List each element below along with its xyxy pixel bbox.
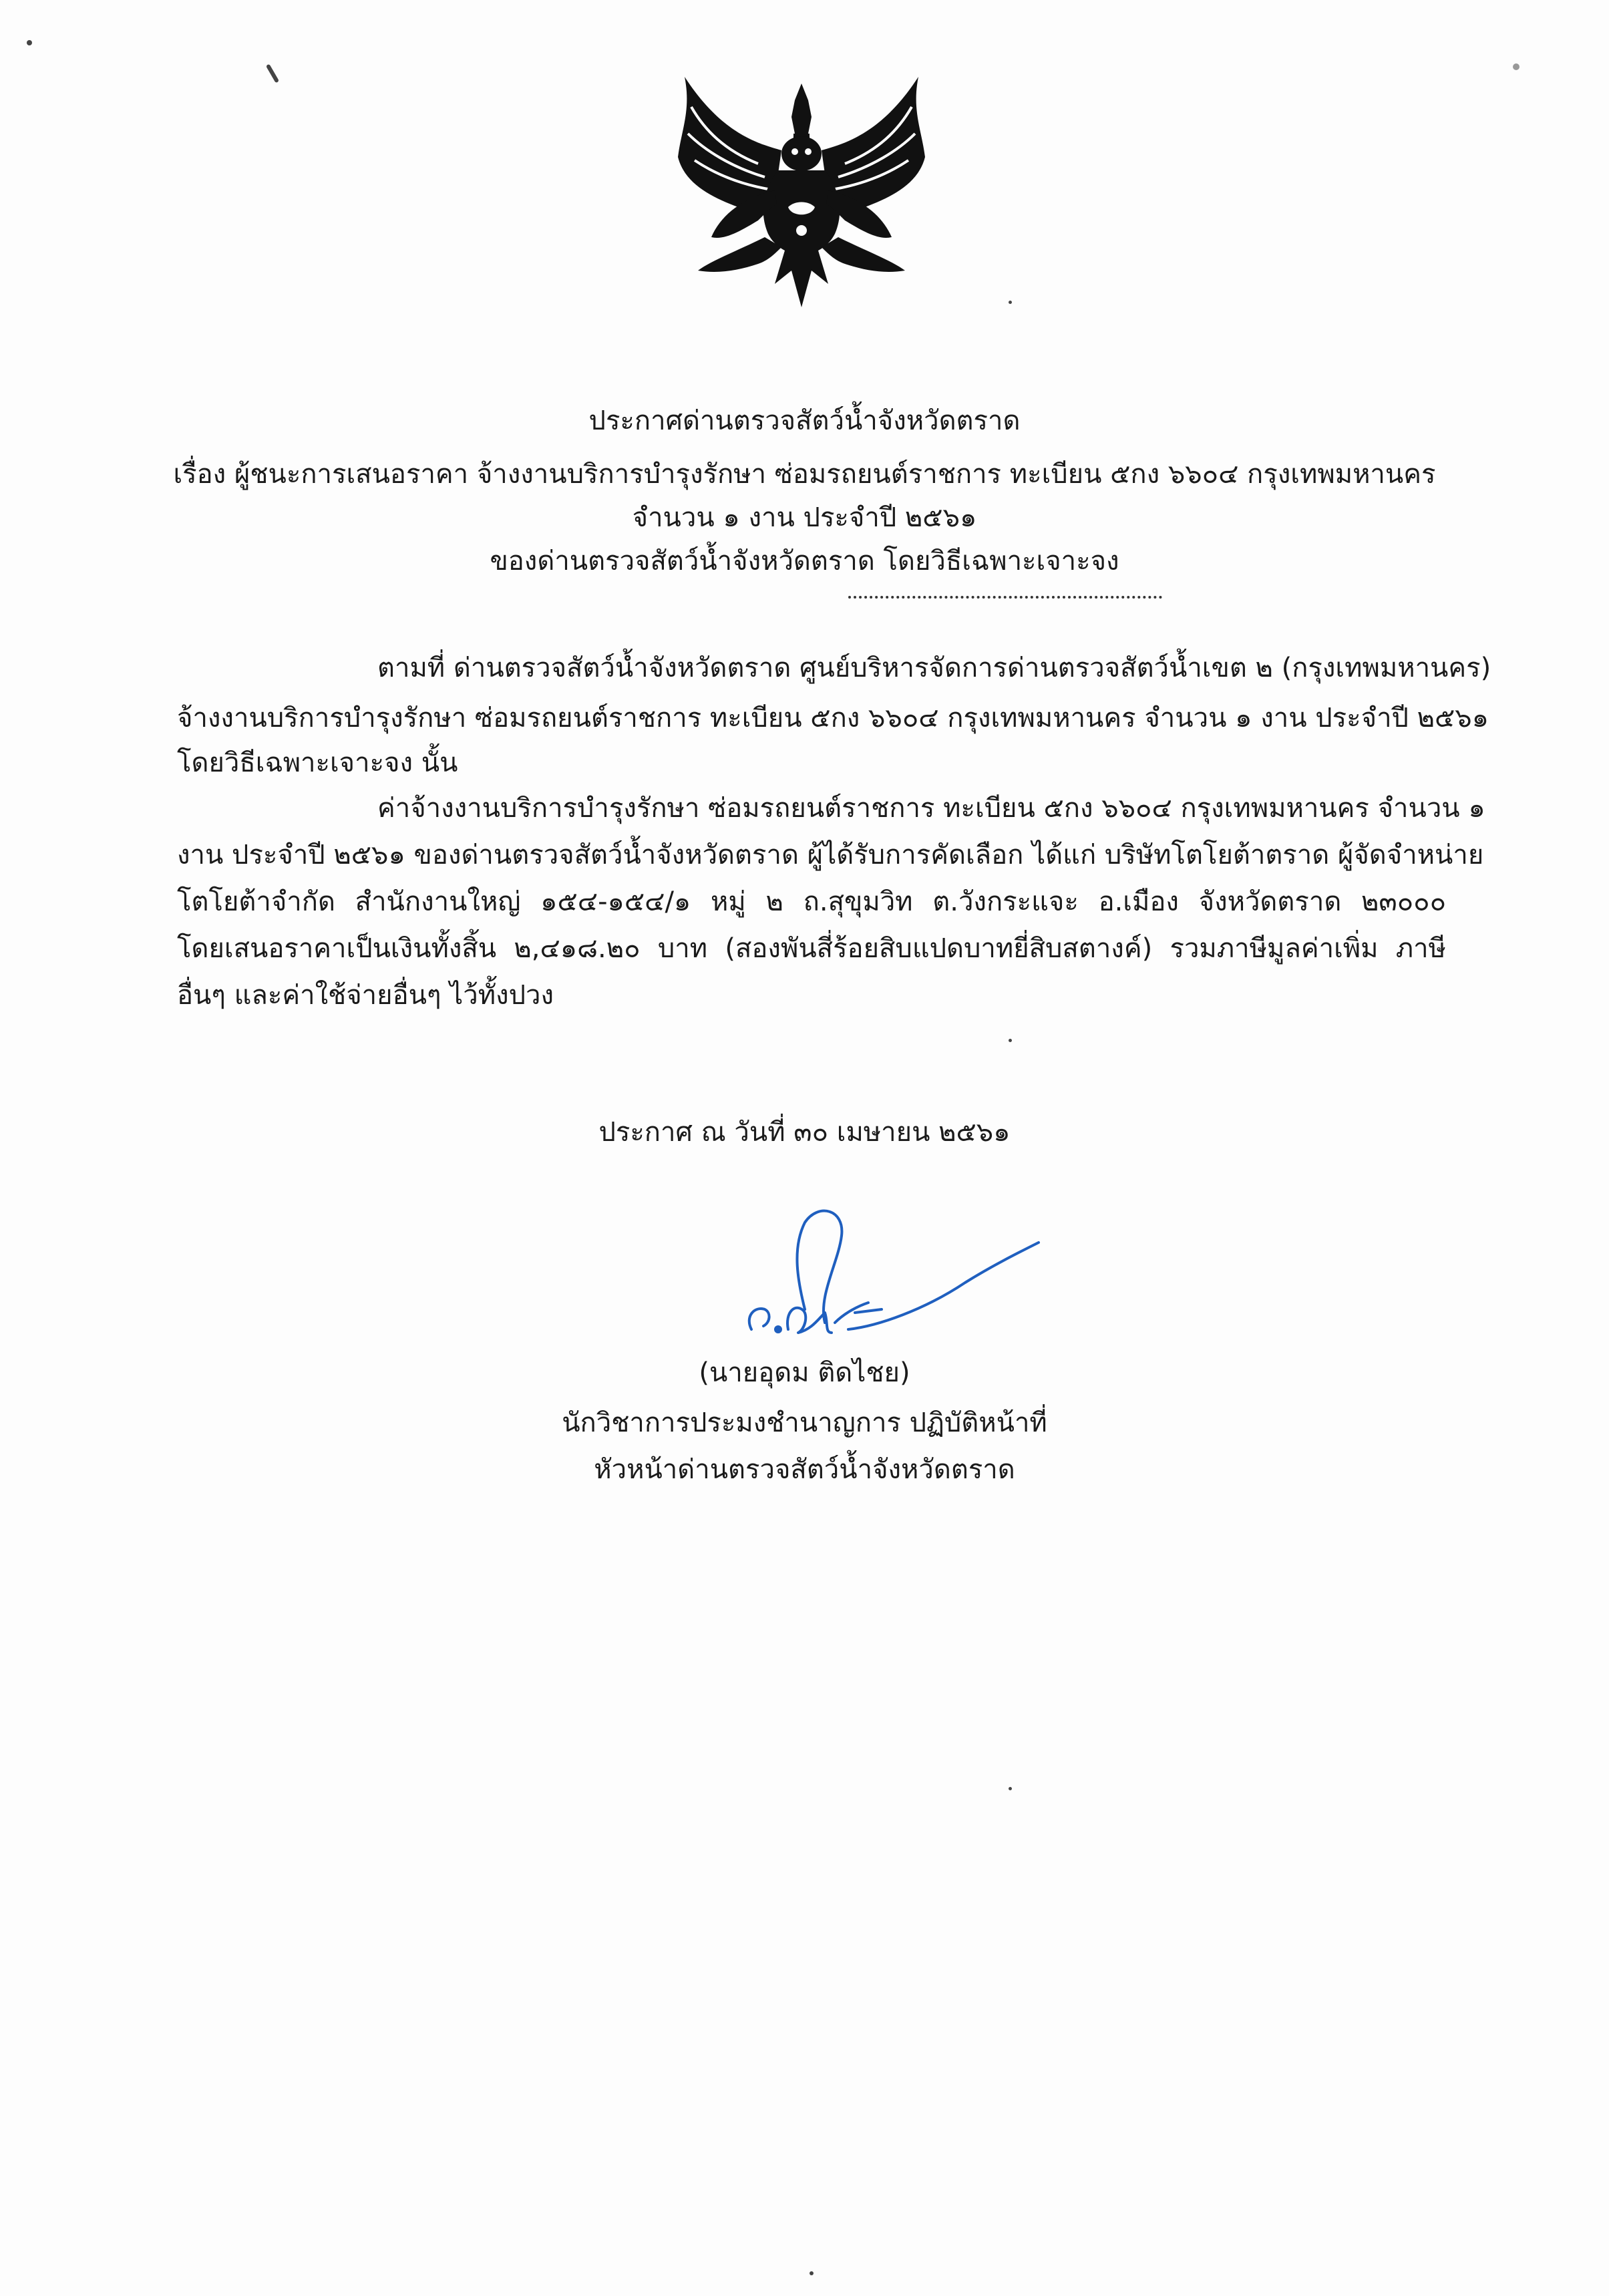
scan-speck	[266, 64, 279, 84]
paragraph-2-line-2: งาน ประจำปี ๒๕๖๑ ของด่านตรวจสัตว์น้ำจังหวัดตราด ผู้ได้รับการคัดเลือก ได้แก่ บริษัทโตโยต้าตราด ผู้จัดจำหน่าย	[177, 840, 1484, 870]
announcement-title: ประกาศด่านตรวจสัตว์น้ำจังหวัดตราด	[588, 405, 1021, 436]
title-divider	[848, 596, 1162, 599]
scan-speck	[1009, 1039, 1012, 1042]
handwritten-signature	[725, 1196, 1072, 1363]
paragraph-1-line-1: ตามที่ ด่านตรวจสัตว์น้ำจังหวัดตราด ศูนย์บริหารจัดการด่านตรวจสัตว์น้ำเขต ๒ (กรุงเทพมหานคร)	[377, 653, 1491, 683]
scan-speck	[1513, 63, 1519, 70]
paragraph-2-line-1: ค่าจ้างงานบริการบำรุงรักษา ซ่อมรถยนต์ราชการ ทะเบียน ๕กง ๖๖๐๔ กรุงเทพมหานคร จำนวน ๑	[377, 793, 1485, 824]
paragraph-2-line-5: อื่นๆ และค่าใช้จ่ายอื่นๆ ไว้ทั้งปวง	[177, 980, 554, 1011]
signatory-name: (นายอุดม ติดไชย)	[699, 1357, 910, 1388]
scan-speck	[1009, 301, 1012, 304]
announcement-date: ประกาศ ณ วันที่ ๓๐ เมษายน ๒๕๖๑	[598, 1117, 1011, 1148]
signatory-position: นักวิชาการประมงชำนาญการ ปฏิบัติหน้าที่	[562, 1408, 1047, 1438]
signatory-office: หัวหน้าด่านตรวจสัตว์น้ำจังหวัดตราด	[594, 1454, 1015, 1485]
announcement-subject-method: ของด่านตรวจสัตว์น้ำจังหวัดตราด โดยวิธีเฉพาะเจาะจง	[490, 546, 1119, 577]
garuda-emblem-icon	[658, 70, 945, 324]
paragraph-1-line-2: จ้างงานบริการบำรุงรักษา ซ่อมรถยนต์ราชการ ทะเบียน ๕กง ๖๖๐๔ กรุงเทพมหานคร จำนวน ๑ งาน ประจำปี ๒๕๖๑	[177, 703, 1489, 733]
announcement-subject-quantity: จำนวน ๑ งาน ประจำปี ๒๕๖๑	[632, 502, 977, 533]
scan-speck	[1009, 1787, 1012, 1790]
scan-speck	[810, 2271, 814, 2275]
paragraph-2-line-3: โตโยต้าจำกัด สำนักงานใหญ่ ๑๕๔-๑๕๔/๑ หมู่ ๒ ถ.สุขุมวิท ต.วังกระแจะ อ.เมือง จังหวัดตราด ๒๓๐๐๐	[177, 886, 1447, 917]
paragraph-2-line-4: โดยเสนอราคาเป็นเงินทั้งสิ้น ๒,๔๑๘.๒๐ บาท (สองพันสี่ร้อยสิบแปดบาทยี่สิบสตางค์) รวมภาษีมูลค่าเพิ่ม ภาษี	[177, 933, 1446, 964]
announcement-subject: เรื่อง ผู้ชนะการเสนอราคา จ้างงานบริการบำรุงรักษา ซ่อมรถยนต์ราชการ ทะเบียน ๕กง ๖๖๐๔ กรุงเทพมหานคร	[173, 459, 1436, 490]
scan-speck	[27, 40, 32, 45]
paragraph-1-line-3: โดยวิธีเฉพาะเจาะจง นั้น	[177, 748, 458, 778]
